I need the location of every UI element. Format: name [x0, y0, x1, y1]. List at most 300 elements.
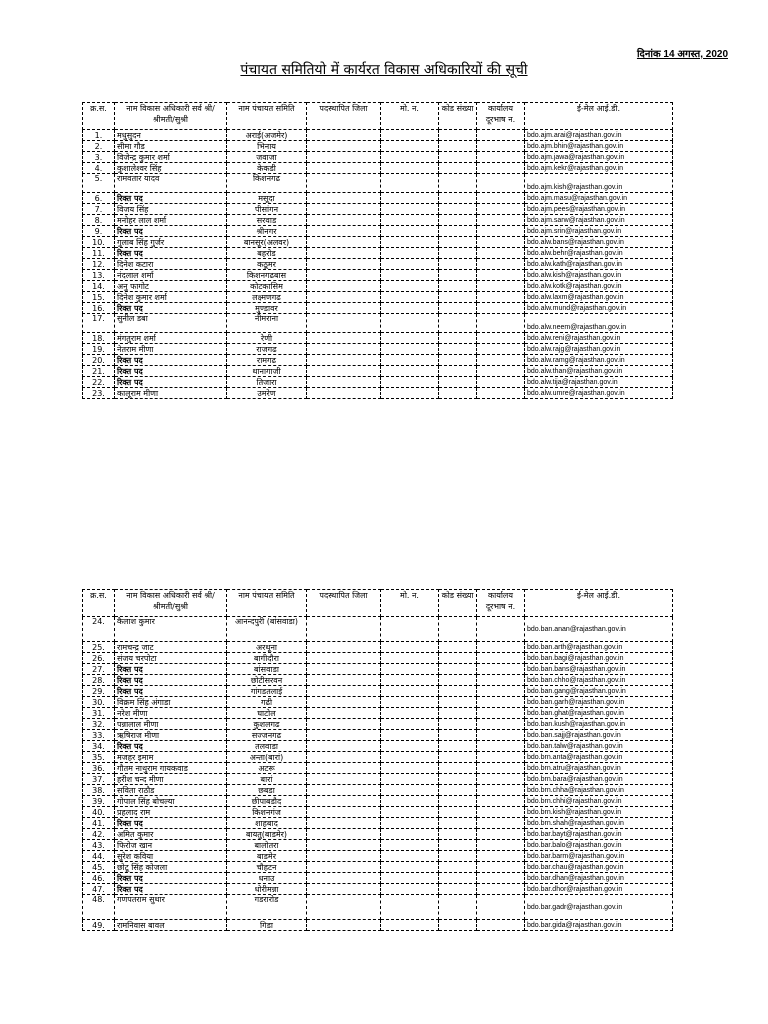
officer-name-cell: रिक्त पद: [115, 193, 227, 204]
sno-cell: 15.: [83, 292, 115, 303]
sno-cell: 4.: [83, 163, 115, 174]
email-cell: bdo.ban.gang@rajasthan.gov.in: [525, 686, 673, 697]
email-cell: bdo.ban.sajj@rajasthan.gov.in: [525, 730, 673, 741]
sno-cell: 22.: [83, 377, 115, 388]
email-cell: bdo.brn.chha@rajasthan.gov.in: [525, 785, 673, 796]
mobile-cell: [381, 807, 439, 818]
table-row: [83, 259, 673, 270]
phone-cell: [477, 708, 525, 719]
email-cell: bdo.alw.laxm@rajasthan.gov.in: [525, 292, 673, 303]
mobile-cell: [381, 226, 439, 237]
officer-name-cell: रिक्त पद: [115, 303, 227, 314]
mobile-cell: [381, 259, 439, 270]
phone-cell: [477, 617, 525, 642]
district-cell: [307, 796, 381, 807]
mobile-cell: [381, 314, 439, 333]
sno-cell: 3.: [83, 152, 115, 163]
sno-cell: 23.: [83, 388, 115, 399]
code-cell: [439, 237, 477, 248]
officer-name-cell: रिक्त पद: [115, 675, 227, 686]
samiti-cell: शाहबाद: [227, 818, 307, 829]
phone-cell: [477, 829, 525, 840]
mobile-cell: [381, 686, 439, 697]
email-cell: bdo.alw.kath@rajasthan.gov.in: [525, 259, 673, 270]
officer-name-cell: गुलाब सिंह गुर्जर: [115, 237, 227, 248]
email-cell: bdo.alw.tija@rajasthan.gov.in: [525, 377, 673, 388]
sno-cell: 1.: [83, 130, 115, 141]
samiti-cell: सज्जनगढ: [227, 730, 307, 741]
samiti-cell: अन्ता(बारां): [227, 752, 307, 763]
officer-name-cell: अनु फागोट: [115, 281, 227, 292]
table-row: [83, 215, 673, 226]
mobile-cell: [381, 708, 439, 719]
officers-table-1: [82, 102, 673, 399]
samiti-cell: पीसांगन: [227, 204, 307, 215]
email-cell: bdo.ajm.jawa@rajasthan.gov.in: [525, 152, 673, 163]
phone-cell: [477, 259, 525, 270]
mobile-cell: [381, 377, 439, 388]
table-row: [83, 270, 673, 281]
mobile-cell: [381, 873, 439, 884]
samiti-cell: तिजारा: [227, 377, 307, 388]
table-row: [83, 920, 673, 931]
table-row: [83, 388, 673, 399]
samiti-cell: छीपाबडौद: [227, 796, 307, 807]
district-cell: [307, 829, 381, 840]
table-row: [83, 314, 673, 333]
mobile-cell: [381, 193, 439, 204]
email-cell: bdo.ban.arth@rajasthan.gov.in: [525, 642, 673, 653]
officer-name-cell: रिक्त पद: [115, 686, 227, 697]
code-cell: [439, 840, 477, 851]
district-cell: [307, 152, 381, 163]
district-cell: [307, 763, 381, 774]
phone-cell: [477, 141, 525, 152]
samiti-cell: रेणी: [227, 333, 307, 344]
email-cell: bdo.alw.kish@rajasthan.gov.in: [525, 270, 673, 281]
district-cell: [307, 344, 381, 355]
mobile-cell: [381, 344, 439, 355]
email-cell: bdo.alw.bans@rajasthan.gov.in: [525, 237, 673, 248]
mobile-cell: [381, 130, 439, 141]
header-phone: कार्यालय दूरभाष न.: [477, 103, 525, 130]
officer-name-cell: गणपतराम सुथार: [115, 895, 227, 920]
district-cell: [307, 741, 381, 752]
samiti-cell: लक्ष्मणगढ: [227, 292, 307, 303]
table-row: [83, 281, 673, 292]
mobile-cell: [381, 270, 439, 281]
sno-cell: 18.: [83, 333, 115, 344]
table-row: [83, 730, 673, 741]
samiti-cell: बहरोड: [227, 248, 307, 259]
phone-cell: [477, 355, 525, 366]
table-row: [83, 851, 673, 862]
district-cell: [307, 785, 381, 796]
table-row: [83, 752, 673, 763]
sno-cell: 45.: [83, 862, 115, 873]
code-cell: [439, 719, 477, 730]
table-row: [83, 884, 673, 895]
mobile-cell: [381, 675, 439, 686]
samiti-cell: घाटोल: [227, 708, 307, 719]
officer-name-cell: रिक्त पद: [115, 741, 227, 752]
mobile-cell: [381, 785, 439, 796]
code-cell: [439, 796, 477, 807]
mobile-cell: [381, 237, 439, 248]
sno-cell: 19.: [83, 344, 115, 355]
table-row: [83, 237, 673, 248]
mobile-cell: [381, 248, 439, 259]
district-cell: [307, 862, 381, 873]
email-cell: bdo.brn.kish@rajasthan.gov.in: [525, 807, 673, 818]
table-row: [83, 226, 673, 237]
officer-name-cell: रिक्त पद: [115, 226, 227, 237]
phone-cell: [477, 653, 525, 664]
table-body-2: [83, 617, 673, 931]
sno-cell: 48.: [83, 895, 115, 920]
code-cell: [439, 226, 477, 237]
phone-cell: [477, 292, 525, 303]
email-cell: bdo.alw.umre@rajasthan.gov.in: [525, 388, 673, 399]
code-cell: [439, 314, 477, 333]
table-row: [83, 204, 673, 215]
mobile-cell: [381, 152, 439, 163]
email-cell: bdo.ajm.srin@rajasthan.gov.in: [525, 226, 673, 237]
district-cell: [307, 303, 381, 314]
officer-name-cell: अमित कुमार: [115, 829, 227, 840]
samiti-cell: अरथूना: [227, 642, 307, 653]
samiti-cell: रामगढ: [227, 355, 307, 366]
mobile-cell: [381, 215, 439, 226]
samiti-cell: अटरू: [227, 763, 307, 774]
phone-cell: [477, 719, 525, 730]
phone-cell: [477, 226, 525, 237]
phone-cell: [477, 204, 525, 215]
code-cell: [439, 851, 477, 862]
district-cell: [307, 215, 381, 226]
officer-name-cell: रिक्त पद: [115, 248, 227, 259]
phone-cell: [477, 785, 525, 796]
header-samiti: नाम पंचायत समिति: [227, 103, 307, 130]
phone-cell: [477, 873, 525, 884]
officer-name-cell: कुशालेश्वर सिंह: [115, 163, 227, 174]
officer-name-cell: रिक्त पद: [115, 355, 227, 366]
header-sno: क्र.स.: [83, 590, 115, 617]
table-row: [83, 653, 673, 664]
mobile-cell: [381, 388, 439, 399]
mobile-cell: [381, 174, 439, 193]
table-row: [83, 785, 673, 796]
officer-name-cell: पन्नालाल मीणा: [115, 719, 227, 730]
district-cell: [307, 292, 381, 303]
email-cell: bdo.ajm.pees@rajasthan.gov.in: [525, 204, 673, 215]
header-name: नाम विकास अधिकारी सर्व श्री/श्रीमती/सुश्री: [115, 590, 227, 617]
officer-name-cell: रामवतार यादव: [115, 174, 227, 193]
sno-cell: 6.: [83, 193, 115, 204]
samiti-cell: बालोतरा: [227, 840, 307, 851]
samiti-cell: जवाजा: [227, 152, 307, 163]
email-cell: bdo.ban.bans@rajasthan.gov.in: [525, 664, 673, 675]
table-row: [83, 719, 673, 730]
district-cell: [307, 807, 381, 818]
code-cell: [439, 818, 477, 829]
header-mobile: मो. न.: [381, 103, 439, 130]
email-cell: bdo.ban.talw@rajasthan.gov.in: [525, 741, 673, 752]
officer-name-cell: प्रहलाद राम: [115, 807, 227, 818]
officer-name-cell: फिरोज खान: [115, 840, 227, 851]
email-cell: bdo.bar.chau@rajasthan.gov.in: [525, 862, 673, 873]
email-cell: bdo.bar.balo@rajasthan.gov.in: [525, 840, 673, 851]
samiti-cell: कठूमर: [227, 259, 307, 270]
sno-cell: 47.: [83, 884, 115, 895]
sno-cell: 28.: [83, 675, 115, 686]
table-row: [83, 377, 673, 388]
table-row: [83, 163, 673, 174]
mobile-cell: [381, 642, 439, 653]
officer-name-cell: दिनेश कुमार शर्मा: [115, 292, 227, 303]
email-cell: bdo.bar.bayt@rajasthan.gov.in: [525, 829, 673, 840]
phone-cell: [477, 270, 525, 281]
district-cell: [307, 873, 381, 884]
code-cell: [439, 741, 477, 752]
phone-cell: [477, 215, 525, 226]
officer-name-cell: कैलाश कुमार: [115, 617, 227, 642]
phone-cell: [477, 796, 525, 807]
code-cell: [439, 675, 477, 686]
phone-cell: [477, 697, 525, 708]
email-cell: bdo.ban.bagi@rajasthan.gov.in: [525, 653, 673, 664]
email-cell: bdo.alw.mund@rajasthan.gov.in: [525, 303, 673, 314]
district-cell: [307, 270, 381, 281]
phone-cell: [477, 303, 525, 314]
district-cell: [307, 388, 381, 399]
sno-cell: 27.: [83, 664, 115, 675]
table-row: [83, 292, 673, 303]
sno-cell: 13.: [83, 270, 115, 281]
phone-cell: [477, 664, 525, 675]
table-header-row: [83, 103, 673, 130]
code-cell: [439, 215, 477, 226]
table-row: [83, 366, 673, 377]
sno-cell: 21.: [83, 366, 115, 377]
code-cell: [439, 259, 477, 270]
table-row: [83, 774, 673, 785]
sno-cell: 17.: [83, 314, 115, 333]
email-cell: bdo.brn.anta@rajasthan.gov.in: [525, 752, 673, 763]
code-cell: [439, 366, 477, 377]
code-cell: [439, 686, 477, 697]
table-row: [83, 708, 673, 719]
district-cell: [307, 730, 381, 741]
header-district: पदस्थापित जिला: [307, 103, 381, 130]
code-cell: [439, 752, 477, 763]
phone-cell: [477, 818, 525, 829]
sno-cell: 32.: [83, 719, 115, 730]
sno-cell: 31.: [83, 708, 115, 719]
phone-cell: [477, 741, 525, 752]
email-cell: bdo.bar.gadr@rajasthan.gov.in: [525, 895, 673, 920]
mobile-cell: [381, 366, 439, 377]
mobile-cell: [381, 920, 439, 931]
email-cell: bdo.ban.chho@rajasthan.gov.in: [525, 675, 673, 686]
table-row: [83, 333, 673, 344]
district-cell: [307, 377, 381, 388]
phone-cell: [477, 163, 525, 174]
code-cell: [439, 388, 477, 399]
officers-table-2: [82, 589, 673, 931]
phone-cell: [477, 752, 525, 763]
samiti-cell: सरवाड: [227, 215, 307, 226]
samiti-cell: गडरारोड: [227, 895, 307, 920]
email-cell: bdo.bar.dhan@rajasthan.gov.in: [525, 873, 673, 884]
code-cell: [439, 377, 477, 388]
email-cell: bdo.brn.atru@rajasthan.gov.in: [525, 763, 673, 774]
phone-cell: [477, 862, 525, 873]
email-cell: bdo.bar.dhor@rajasthan.gov.in: [525, 884, 673, 895]
sno-cell: 46.: [83, 873, 115, 884]
code-cell: [439, 355, 477, 366]
sno-cell: 34.: [83, 741, 115, 752]
table-row: [83, 675, 673, 686]
sno-cell: 12.: [83, 259, 115, 270]
mobile-cell: [381, 303, 439, 314]
code-cell: [439, 653, 477, 664]
officer-name-cell: दिनेश कटारा: [115, 259, 227, 270]
district-cell: [307, 895, 381, 920]
table-row: [83, 697, 673, 708]
phone-cell: [477, 193, 525, 204]
code-cell: [439, 204, 477, 215]
email-cell: bdo.ban.anan@rajasthan.gov.in: [525, 617, 673, 642]
code-cell: [439, 152, 477, 163]
district-cell: [307, 840, 381, 851]
email-cell: bdo.ajm.kekr@rajasthan.gov.in: [525, 163, 673, 174]
mobile-cell: [381, 752, 439, 763]
document-title: पंचायत समितियो में कार्यरत विकास अधिकारियों की सूची: [240, 62, 528, 78]
table-row: [83, 807, 673, 818]
samiti-cell: आनन्दपुरी (बांसवाडा): [227, 617, 307, 642]
phone-cell: [477, 774, 525, 785]
email-cell: bdo.brn.bara@rajasthan.gov.in: [525, 774, 673, 785]
sno-cell: 29.: [83, 686, 115, 697]
email-cell: bdo.bar.gida@rajasthan.gov.in: [525, 920, 673, 931]
code-cell: [439, 270, 477, 281]
district-cell: [307, 226, 381, 237]
mobile-cell: [381, 141, 439, 152]
sno-cell: 25.: [83, 642, 115, 653]
mobile-cell: [381, 719, 439, 730]
mobile-cell: [381, 697, 439, 708]
table-body-1: [83, 130, 673, 399]
officer-name-cell: गौतम नाथुराम गायकवाड: [115, 763, 227, 774]
header-sno: क्र.स.: [83, 103, 115, 130]
mobile-cell: [381, 355, 439, 366]
sno-cell: 10.: [83, 237, 115, 248]
samiti-cell: अराई(अजमेर): [227, 130, 307, 141]
sno-cell: 30.: [83, 697, 115, 708]
header-code: कोड संख्या: [439, 103, 477, 130]
phone-cell: [477, 377, 525, 388]
email-cell: bdo.alw.ramg@rajasthan.gov.in: [525, 355, 673, 366]
samiti-cell: धनाउ: [227, 873, 307, 884]
sno-cell: 26.: [83, 653, 115, 664]
email-cell: bdo.bar.barm@rajasthan.gov.in: [525, 851, 673, 862]
sno-cell: 37.: [83, 774, 115, 785]
table-row: [83, 617, 673, 642]
mobile-cell: [381, 895, 439, 920]
samiti-cell: श्रीनगर: [227, 226, 307, 237]
table-row: [83, 862, 673, 873]
phone-cell: [477, 920, 525, 931]
phone-cell: [477, 851, 525, 862]
district-cell: [307, 193, 381, 204]
sno-cell: 38.: [83, 785, 115, 796]
mobile-cell: [381, 333, 439, 344]
sno-cell: 24.: [83, 617, 115, 642]
mobile-cell: [381, 653, 439, 664]
code-cell: [439, 163, 477, 174]
document-date: दिनांक 14 अगस्त, 2020: [636, 49, 728, 60]
phone-cell: [477, 130, 525, 141]
mobile-cell: [381, 884, 439, 895]
officer-name-cell: मनोहर लाल शर्मा: [115, 215, 227, 226]
phone-cell: [477, 686, 525, 697]
officer-name-cell: मजहर इमाम: [115, 752, 227, 763]
samiti-cell: गांगडतलाई: [227, 686, 307, 697]
code-cell: [439, 829, 477, 840]
mobile-cell: [381, 862, 439, 873]
table-row: [83, 664, 673, 675]
samiti-cell: छोटीसरवन: [227, 675, 307, 686]
phone-cell: [477, 314, 525, 333]
phone-cell: [477, 366, 525, 377]
table-row: [83, 303, 673, 314]
officer-name-cell: सुरेश कविया: [115, 851, 227, 862]
officer-name-cell: गोपाल सिंह बोचल्या: [115, 796, 227, 807]
table-row: [83, 174, 673, 193]
code-cell: [439, 303, 477, 314]
phone-cell: [477, 388, 525, 399]
code-cell: [439, 141, 477, 152]
samiti-cell: किशनगढबास: [227, 270, 307, 281]
header-mobile: मो. न.: [381, 590, 439, 617]
email-cell: bdo.alw.kotk@rajasthan.gov.in: [525, 281, 673, 292]
table-row: [83, 741, 673, 752]
samiti-cell: बाडमेर: [227, 851, 307, 862]
samiti-cell: बारां: [227, 774, 307, 785]
district-cell: [307, 774, 381, 785]
officer-name-cell: सुनील डबा: [115, 314, 227, 333]
phone-cell: [477, 884, 525, 895]
mobile-cell: [381, 796, 439, 807]
district-cell: [307, 617, 381, 642]
officer-name-cell: मधुसुदन: [115, 130, 227, 141]
table-row: [83, 141, 673, 152]
code-cell: [439, 884, 477, 895]
code-cell: [439, 617, 477, 642]
district-cell: [307, 664, 381, 675]
mobile-cell: [381, 774, 439, 785]
mobile-cell: [381, 818, 439, 829]
table-row: [83, 818, 673, 829]
code-cell: [439, 920, 477, 931]
email-cell: bdo.alw.rajg@rajasthan.gov.in: [525, 344, 673, 355]
samiti-cell: कुशलगढ: [227, 719, 307, 730]
samiti-cell: छबडा: [227, 785, 307, 796]
phone-cell: [477, 237, 525, 248]
sno-cell: 33.: [83, 730, 115, 741]
district-cell: [307, 884, 381, 895]
